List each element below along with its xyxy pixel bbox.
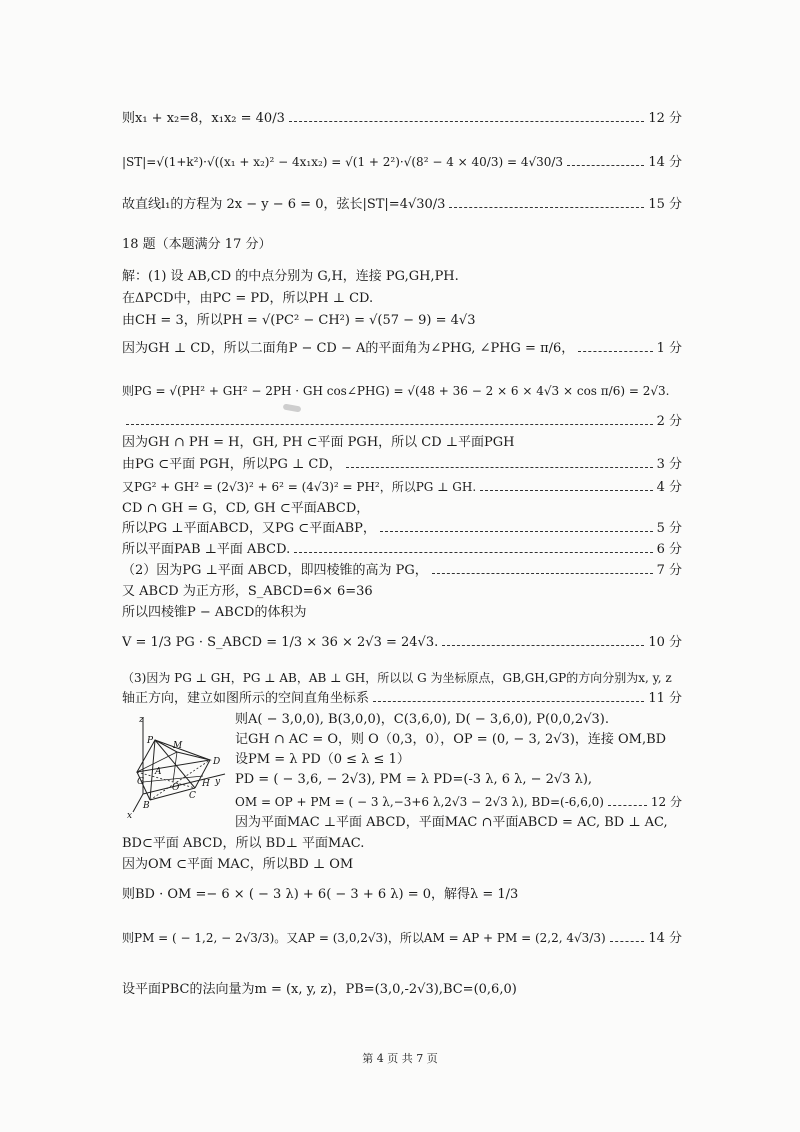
- score-label: 6 分: [656, 542, 682, 557]
- label-c: C: [189, 791, 196, 801]
- line-text: 由PG ⊂平面 PGH，所以PG ⊥ CD，: [122, 457, 342, 472]
- text-line: [122, 413, 682, 431]
- section-heading: 18 题（本题满分 17 分）: [122, 237, 272, 252]
- dash-leader: [442, 644, 644, 646]
- score-label: 10 分: [648, 635, 682, 650]
- text-line: 则A( − 3,0,0), B(3,0,0)，C(3,6,0), D( − 3,6,0), P(0,0,2√3).: [235, 712, 609, 727]
- text-line: [122, 562, 682, 580]
- dash-leader: [294, 551, 652, 553]
- dash-leader: [480, 489, 652, 491]
- text-line: PD = ( − 3,6, − 2√3), PM = λ PD=(-3 λ, 6 λ, − 2√3 λ),: [235, 772, 593, 787]
- label-p: P: [147, 736, 154, 746]
- dash-leader: [373, 700, 644, 702]
- line-text: 则PM = ( − 1,2, − 2√3/3)。又AP = (3,0,2√3)，所以AM = AP + PM = (2,2, 4√3/3): [122, 931, 606, 945]
- dash-leader: [289, 120, 644, 122]
- text-line: 又 ABCD 为正方形，S_ABCD=6× 6=36: [122, 584, 373, 599]
- dash-leader: [432, 572, 653, 574]
- text-line: 在ΔPCD中，由PC = PD，所以PH ⊥ CD.: [122, 291, 374, 306]
- score-label: 14 分: [648, 155, 682, 170]
- score-label: 14 分: [648, 931, 682, 946]
- text-line: 所以四棱锥P − ABCD的体积为: [122, 605, 307, 620]
- text-line: 因为OM ⊂平面 MAC，所以BD ⊥ OM: [122, 857, 354, 872]
- scan-smudge: [283, 403, 302, 412]
- x-axis: [133, 794, 143, 812]
- text-line: 因为GH ∩ PH = H，GH, PH ⊂平面 PGH，所以 CD ⊥平面PGH: [122, 435, 515, 450]
- label-o: O: [172, 783, 180, 793]
- line-text: 所以平面PAB ⊥平面 ABCD.: [122, 542, 291, 557]
- text-line: BD⊂平面 ABCD，所以 BD⊥ 平面MAC.: [122, 836, 365, 851]
- line-text: （2）因为PG ⊥平面 ABCD，即四棱锥的高为 PG，: [122, 563, 428, 578]
- label-m: M: [173, 741, 183, 751]
- text-line: 记GH ∩ AC = O，则 O（0,3，0），OP = (0, − 3, 2√3)，连接 OM,BD: [235, 732, 667, 747]
- line-text: 所以PG ⊥平面ABCD，又PG ⊂平面ABP，: [122, 521, 376, 536]
- text-line: [122, 456, 682, 474]
- dash-leader: [449, 206, 644, 208]
- text-line: [122, 478, 682, 497]
- dash-leader: [608, 804, 647, 806]
- page-footer: 第 4 页 共 7 页: [362, 1052, 438, 1065]
- line-text: 则x₁ + x₂=8，x₁x₂ = 40/3: [122, 111, 285, 126]
- line-text: 故直线l₁的方程为 2x − y − 6 = 0，弦长|ST|=4√30/3: [122, 197, 446, 212]
- line-text: OM = OP + PM = ( − 3 λ,−3+6 λ,2√3 − 2√3 λ), BD=(-6,6,0): [235, 795, 604, 809]
- text-line: [122, 520, 682, 538]
- text-line: 因为平面MAC ⊥平面 ABCD，平面MAC ∩平面ABCD = AC, BD ⊥ AC,: [235, 815, 668, 830]
- score-label: 15 分: [648, 197, 682, 212]
- text-line: 设平面PBC的法向量为m = (x, y, z)，PB=(3,0,-2√3),BC=(0,6,0): [122, 982, 517, 997]
- score-label: 4 分: [656, 480, 682, 495]
- label-h: H: [202, 779, 210, 789]
- text-line: 则BD · OM =− 6 × ( − 3 λ) + 6( − 3 + 6 λ) = 0，解得λ = 1/3: [122, 887, 519, 902]
- label-a: A: [155, 767, 162, 777]
- label-y: y: [215, 777, 221, 787]
- line-text: 因为GH ⊥ CD，所以二面角P − CD − A的平面角为∠PHG, ∠PHG = π/6，: [122, 341, 575, 356]
- text-line: 设PM = λ PD（0 ≤ λ ≤ 1）: [235, 752, 410, 767]
- dash-leader: [578, 350, 652, 352]
- edge-om: [173, 752, 177, 782]
- text-line: [122, 929, 682, 948]
- text-line: [235, 793, 682, 811]
- text-line: [122, 196, 682, 214]
- score-label: 12 分: [650, 795, 682, 809]
- score-label: 7 分: [656, 563, 682, 578]
- text-line: [122, 110, 682, 128]
- dash-leader: [126, 423, 653, 425]
- text-line: （3)因为 PG ⊥ GH，PG ⊥ AB，AB ⊥ GH，所以以 G 为坐标原点，GB,GH,GP的方向分别为x, y, z: [122, 671, 672, 685]
- dash-leader: [346, 466, 653, 468]
- label-b: B: [143, 801, 150, 811]
- label-z: z: [139, 715, 144, 725]
- text-line: [122, 634, 682, 652]
- score-label: 5 分: [656, 521, 682, 536]
- line-text: 又PG² + GH² = (2√3)² + 6² = (4√3)² = PH²，所以PG ⊥ GH.: [122, 480, 477, 494]
- label-x: x: [127, 811, 133, 821]
- text-line: 解：(1) 设 AB,CD 的中点分别为 G,H，连接 PG,GH,PH.: [122, 269, 459, 284]
- text-line: [122, 690, 682, 708]
- text-line: [122, 340, 682, 358]
- line-text: |ST|=√(1+k²)·√((x₁ + x₂)² − 4x₁x₂) = √(1 + 2²)·√(8² − 4 × 40/3) = 4√30/3: [122, 155, 564, 169]
- text-line: [122, 153, 682, 172]
- line-text: V = 1/3 PG · S_ABCD = 1/3 × 36 × 2√3 = 24√3.: [122, 635, 439, 650]
- dash-leader: [380, 530, 653, 532]
- text-line: [122, 541, 682, 559]
- dash-leader: [567, 164, 644, 166]
- score-label: 11 分: [648, 691, 682, 706]
- label-d: D: [213, 757, 221, 767]
- score-label: 2 分: [656, 414, 682, 429]
- pyramid-figure: [125, 712, 230, 822]
- line-text: 轴正方向，建立如图所示的空间直角坐标系: [122, 691, 370, 706]
- text-line: 由CH = 3，所以PH = √(PC² − CH²) = √(57 − 9) = 4√3: [122, 313, 476, 328]
- text-line: 则PG = √(PH² + GH² − 2PH · GH cos∠PHG) = √(48 + 36 − 2 × 6 × 4√3 × cos π/6) = 2√3.: [122, 384, 670, 398]
- text-line: CD ∩ GH = G，CD, GH ⊂平面ABCD，: [122, 501, 370, 516]
- score-label: 1 分: [656, 341, 682, 356]
- score-label: 12 分: [648, 111, 682, 126]
- dash-leader: [610, 940, 645, 942]
- label-g: G: [137, 777, 145, 787]
- score-label: 3 分: [656, 457, 682, 472]
